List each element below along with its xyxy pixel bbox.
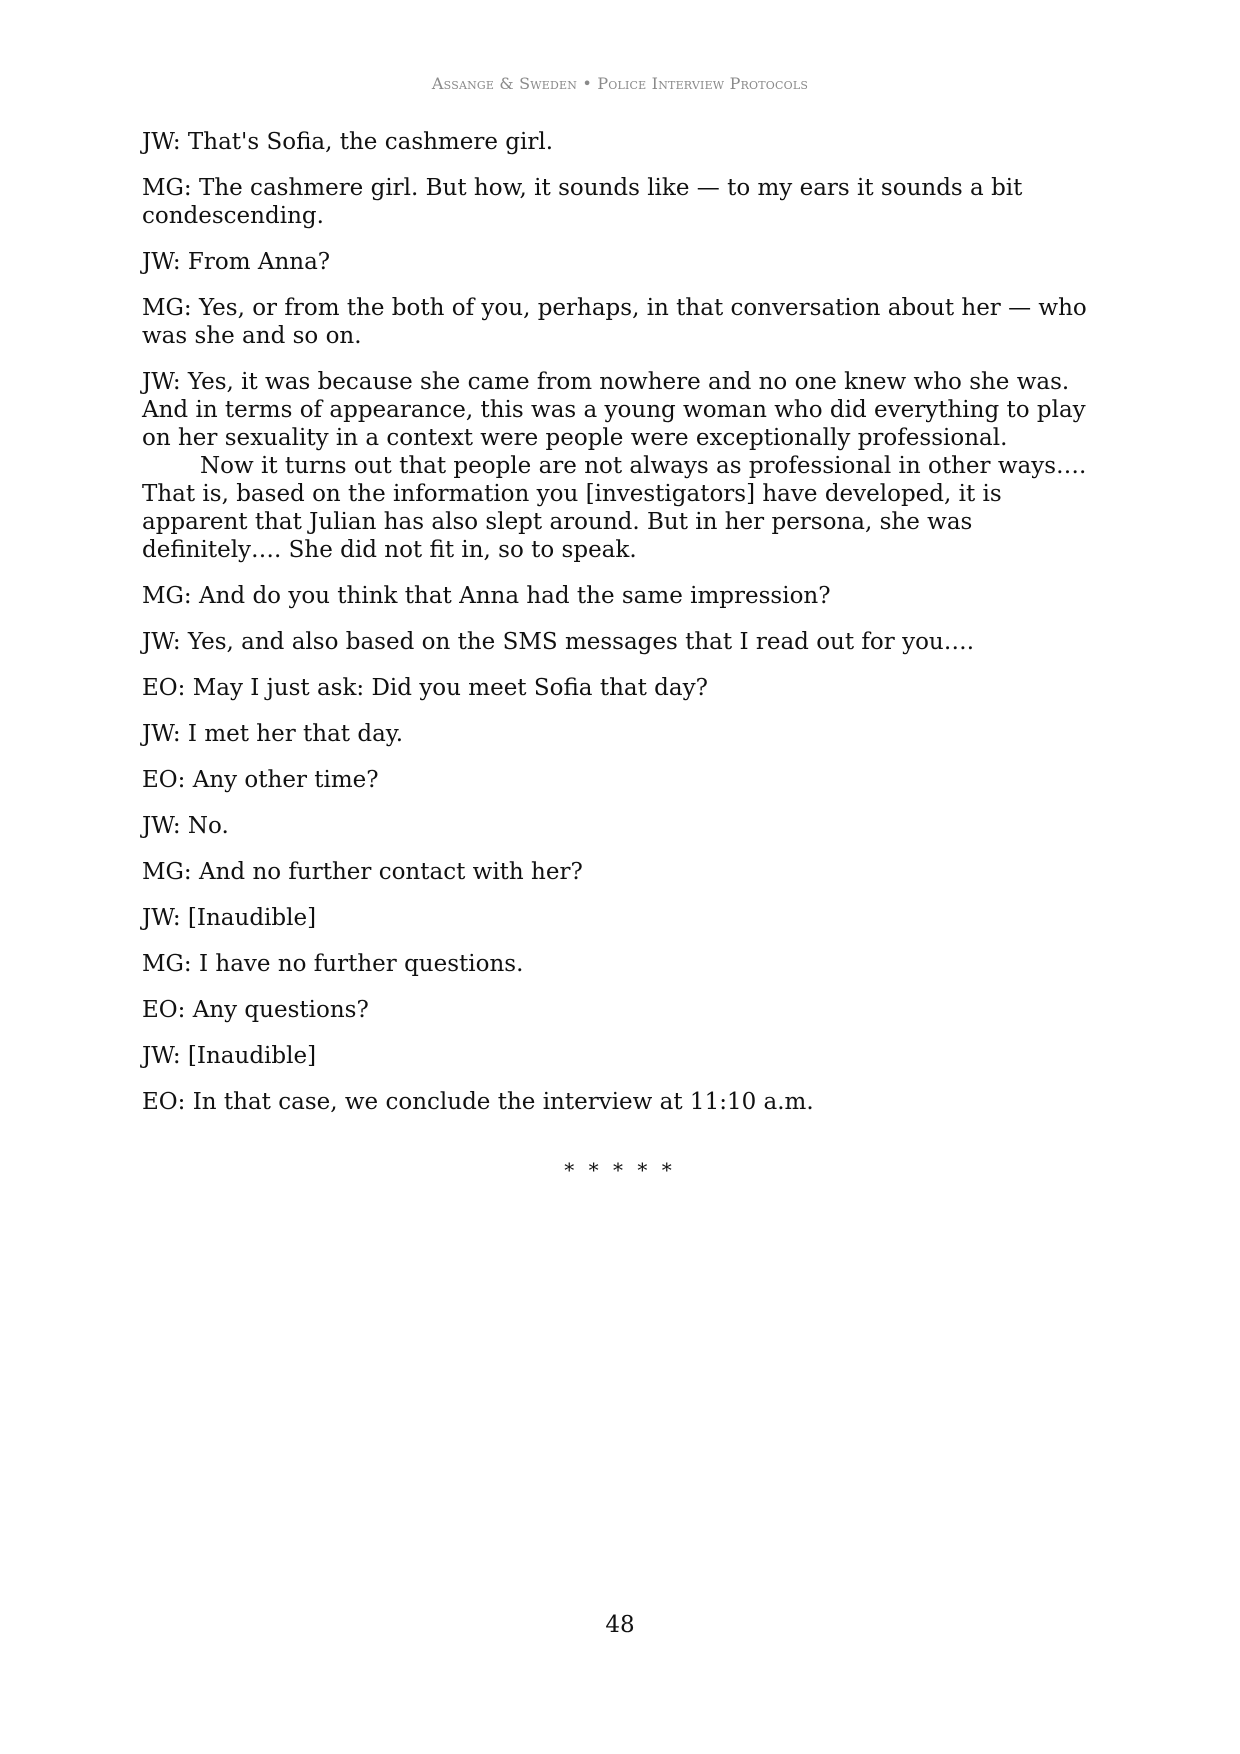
transcript-paragraph [142, 368, 1112, 564]
paragraph-text: JW: That's Sofia, the cashmere girl. [142, 129, 554, 155]
paragraph-text: EO: In that case, we conclude the interview at 11:10 a.m. [142, 1089, 814, 1115]
paragraph-text: JW: I met her that day. [142, 721, 404, 747]
paragraph-continuation: Now it turns out that people are not always as professional in other ways…. That is, based on the information you [investigators] have developed, it is apparent that Julian has also slept around. But in her persona, she was definitely…. She did not fit in, so to speak. [142, 453, 1087, 563]
paragraph-text: EO: May I just ask: Did you meet Sofia that day? [142, 675, 708, 701]
transcript-paragraph [142, 812, 1112, 840]
section-end-mark: * * * * * [564, 1158, 676, 1182]
paragraph-text: EO: Any other time? [142, 767, 379, 793]
transcript-paragraph [142, 128, 1112, 156]
transcript-paragraph [142, 950, 1112, 978]
paragraph-text: JW: [Inaudible] [142, 905, 317, 931]
paragraph-text: MG: The cashmere girl. But how, it sounds like — to my ears it sounds a bit condescending. [142, 175, 1023, 229]
paragraph-text: EO: Any questions? [142, 997, 369, 1023]
page-number: 48 [605, 1612, 635, 1638]
transcript-paragraph [142, 766, 1112, 794]
paragraph-text: JW: No. [142, 813, 229, 839]
transcript-paragraph [142, 582, 1112, 610]
transcript-paragraph [142, 1088, 1112, 1116]
paragraph-text: MG: Yes, or from the both of you, perhaps, in that conversation about her — who was she and so on. [142, 295, 1087, 349]
transcript-paragraph [142, 674, 1112, 702]
transcript-paragraph [142, 858, 1112, 886]
transcript-paragraph [142, 628, 1112, 656]
transcript-paragraph [142, 720, 1112, 748]
paragraph-text: MG: I have no further questions. [142, 951, 524, 977]
transcript-paragraph [142, 904, 1112, 932]
transcript-paragraph [142, 174, 1112, 230]
transcript-paragraph [142, 248, 1112, 276]
paragraph-text: JW: Yes, it was because she came from nowhere and no one knew who she was. And in terms of appearance, this was a young woman who did everything to play on her sexuality in a context were people were exceptionally professional. [142, 369, 1086, 451]
interview-transcript [142, 128, 1112, 1134]
transcript-paragraph [142, 294, 1112, 350]
running-header: Assange & Sweden • Police Interview Protocols [431, 74, 809, 93]
paragraph-text: MG: And do you think that Anna had the same impression? [142, 583, 831, 609]
paragraph-text: MG: And no further contact with her? [142, 859, 583, 885]
paragraph-text: JW: Yes, and also based on the SMS messages that I read out for you…. [142, 629, 975, 655]
transcript-paragraph [142, 1042, 1112, 1070]
paragraph-text: JW: [Inaudible] [142, 1043, 317, 1069]
transcript-paragraph [142, 996, 1112, 1024]
paragraph-text: JW: From Anna? [142, 249, 331, 275]
